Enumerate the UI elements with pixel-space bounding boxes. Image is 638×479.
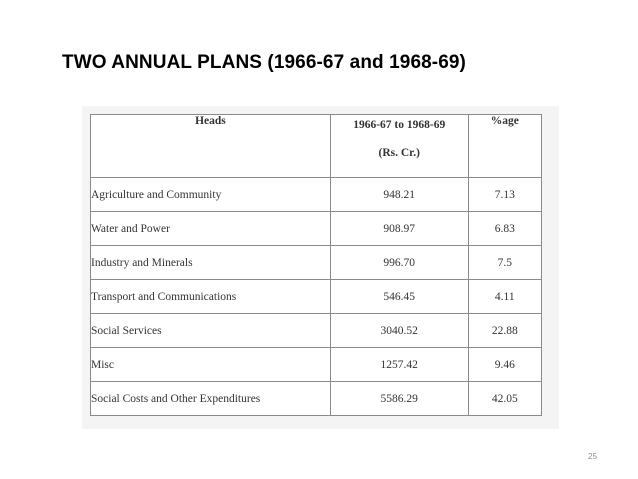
row-head: Agriculture and Community	[91, 178, 331, 212]
row-amount: 996.70	[330, 246, 468, 280]
row-percentage: 22.88	[468, 314, 541, 348]
page-number: 25	[588, 452, 597, 461]
period-label: 1966-67 to 1968-69	[353, 119, 446, 131]
row-amount: 908.97	[330, 212, 468, 246]
currency-unit-label: (Rs. Cr.)	[378, 147, 420, 159]
row-percentage: 7.13	[468, 178, 541, 212]
table-row	[91, 280, 542, 314]
row-amount: 3040.52	[330, 314, 468, 348]
table-row	[91, 314, 542, 348]
row-amount: 5586.29	[330, 382, 468, 416]
row-head: Misc	[91, 348, 331, 382]
slide-title: TWO ANNUAL PLANS (1966-67 and 1968-69)	[62, 52, 466, 73]
row-percentage: 7.5	[468, 246, 541, 280]
row-head: Transport and Communications	[91, 280, 331, 314]
table-image-frame	[82, 106, 559, 429]
row-amount: 948.21	[330, 178, 468, 212]
column-header-percentage: %age	[468, 115, 541, 178]
row-amount: 1257.42	[330, 348, 468, 382]
table-row	[91, 382, 542, 416]
row-head: Social Services	[91, 314, 331, 348]
row-percentage: 9.46	[468, 348, 541, 382]
annual-plans-table	[90, 114, 542, 416]
row-head: Social Costs and Other Expenditures	[91, 382, 331, 416]
row-head: Water and Power	[91, 212, 331, 246]
column-header-heads: Heads	[91, 115, 331, 178]
row-percentage: 6.83	[468, 212, 541, 246]
row-head: Industry and Minerals	[91, 246, 331, 280]
row-percentage: 4.11	[468, 280, 541, 314]
table-header-row	[91, 115, 542, 178]
row-percentage: 42.05	[468, 382, 541, 416]
column-header-period	[330, 115, 468, 178]
table-row	[91, 178, 542, 212]
table-row	[91, 246, 542, 280]
table-row	[91, 348, 542, 382]
table-row	[91, 212, 542, 246]
row-amount: 546.45	[330, 280, 468, 314]
